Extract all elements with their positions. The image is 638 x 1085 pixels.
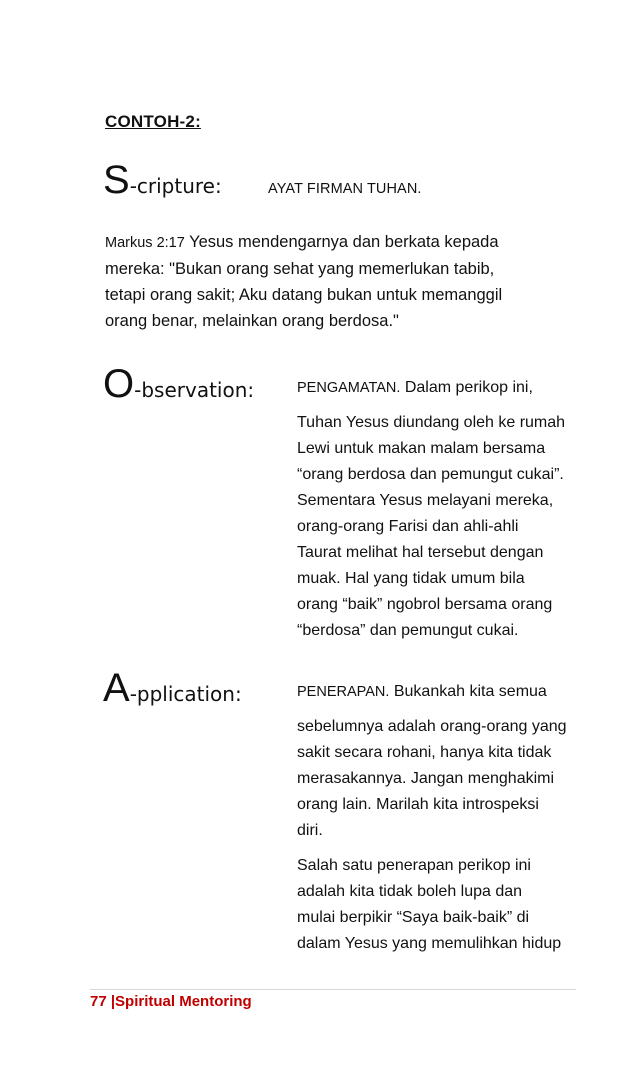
scripture-line: orang benar, melainkan orang berdosa." [105,312,399,330]
scripture-initial: S [103,158,130,202]
observation-initial: O [103,362,135,406]
application-initial: A [103,666,130,710]
application-line: dalam Yesus yang memulihkan hidup [297,935,562,952]
application-line: sakit secara rohani, hanya kita tidak [297,744,552,761]
scripture-line: mereka: "Bukan orang sehat yang memerlukan tabib, [105,260,495,278]
observation-body: PENGAMATAN. Dalam perikop ini, Tuhan Yesus diundang oleh ke rumah Lewi untuk makan malam bersama “orang berdosa dan pemungut cukai”. Sementara Yesus melayani mereka, orang-orang Farisi dan ahli-ahli Taurat melihat hal tersebut dengan muak. Hal yang tidak umum bila orang “baik” ngobrol bersama orang “berdosa” dan pemungut cukai. [297,375,597,644]
observation-label [103,364,254,404]
application-line: diri. [297,822,323,839]
application-word: -pplication: [129,682,242,706]
application-line: merasakannya. Jangan menghakimi [297,770,555,787]
observation-line: Lewi untuk makan malam bersama [297,440,546,457]
application-label [103,668,242,708]
application-line: adalah kita tidak boleh lupa dan [297,883,523,900]
observation-line: “orang berdosa dan pemungut cukai”. [297,466,564,483]
application-title: PENERAPAN. [297,684,390,700]
application-line: sebelumnya adalah orang-orang yang [297,718,567,735]
application-line: Salah satu penerapan perikop ini [297,857,531,874]
observation-line: Tuhan Yesus diundang oleh ke rumah [297,414,566,431]
observation-line: Sementara Yesus melayani mereka, [297,492,554,509]
scripture-line: Yesus mendengarnya dan berkata kepada [184,233,499,251]
observation-line: Taurat melihat hal tersebut dengan [297,544,544,561]
scripture-title: AYAT FIRMAN TUHAN. [268,181,422,197]
observation-line: “berdosa” dan pemungut cukai. [297,622,519,639]
scripture-label [103,160,222,200]
scripture-passage [105,229,605,334]
page-footer: 77 |Spiritual Mentoring [90,993,252,1010]
scripture-word: -cripture: [129,174,222,198]
application-body: PENERAPAN. Bukankah kita semua sebelumnya adalah orang-orang yang sakit secara rohani, hanya kita tidak merasakannya. Jangan menghakimi orang lain. Marilah kita introspeksi diri. Salah satu penerapan perikop ini adalah kita tidak boleh lupa dan mulai berpikir “Saya baik-baik” di dalam Yesus yang memulihkan hidup [297,679,597,957]
footer-divider [90,989,576,990]
application-line: mulai berpikir “Saya baik-baik” di [297,909,530,926]
observation-title: PENGAMATAN. [297,380,401,396]
observation-line: muak. Hal yang tidak umum bila [297,570,525,587]
scripture-reference: Markus 2:17 [105,235,185,251]
observation-word: -bservation: [134,378,255,402]
scripture-line: tetapi orang sakit; Aku datang bukan untuk memanggil [105,286,503,304]
section-heading: CONTOH-2: [105,112,201,131]
application-line: orang lain. Marilah kita introspeksi [297,796,539,813]
observation-line: orang “baik” ngobrol bersama orang [297,596,553,613]
observation-line: orang-orang Farisi dan ahli-ahli [297,518,519,535]
